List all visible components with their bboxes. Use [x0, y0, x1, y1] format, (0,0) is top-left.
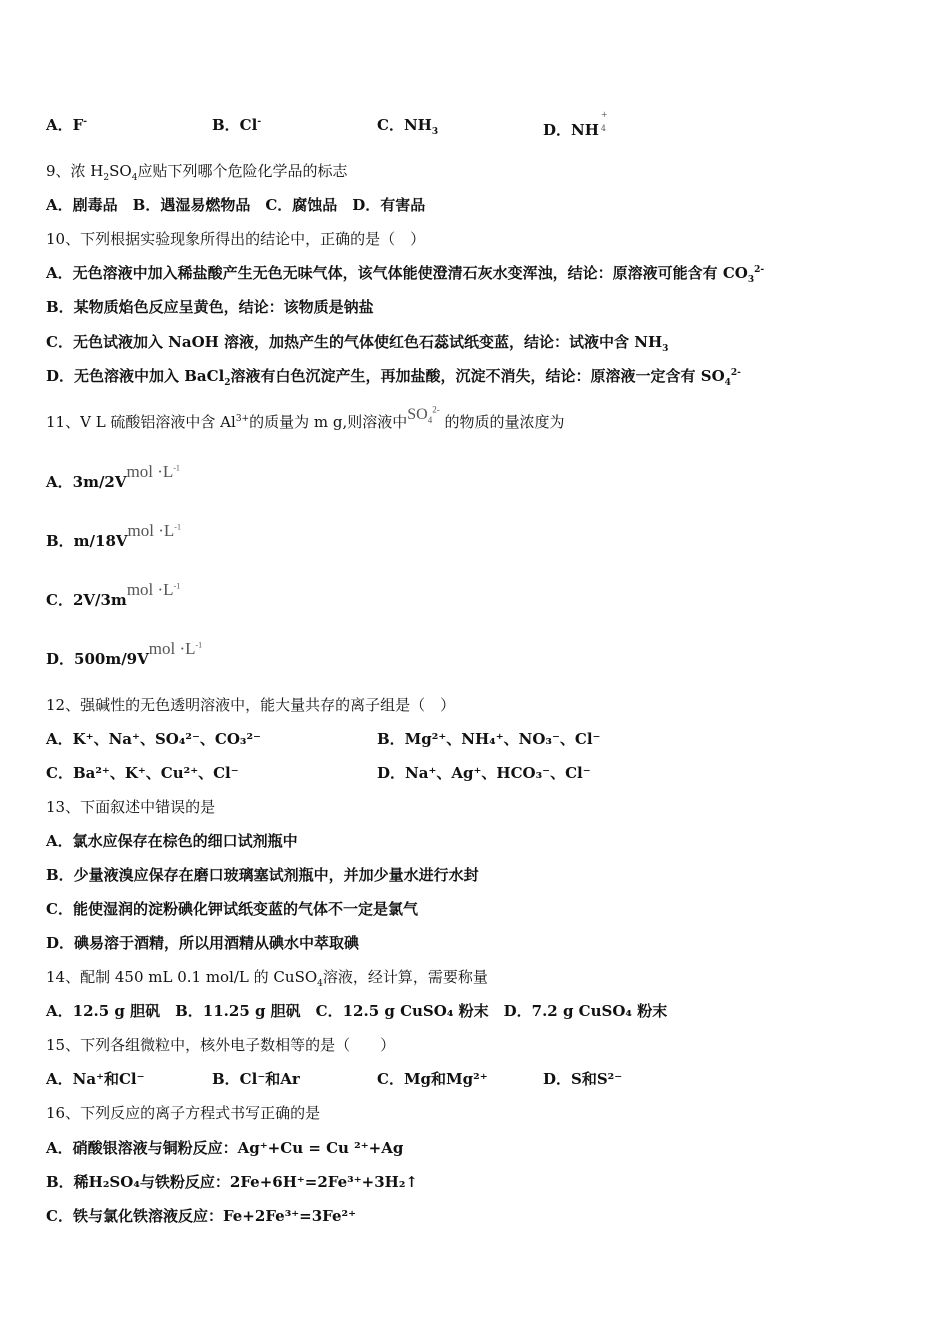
q14-stem: 14、配制 450 mL 0.1 mol/L 的 CuSO$_4$溶液，经计算，需要称量 [46, 968, 488, 989]
q13-option-d: D．碘易溶于酒精，所以用酒精从碘水中萃取碘 [46, 934, 360, 952]
q12-option-d: D．Na⁺、Ag⁺、HCO₃⁻、Cl⁻ [377, 764, 591, 782]
q13-stem: 13、下面叙述中错误的是 [46, 798, 216, 816]
unit-label: mol $\cdot L^{-1}$ [126, 462, 180, 481]
q10-stem: 10、下列根据实验现象所得出的结论中，正确的是（ ） [46, 230, 426, 248]
q16-stem: 16、下列反应的离子方程式书写正确的是 [46, 1104, 321, 1122]
q11-stem: 11、V L 硫酸铝溶液中含 $Al^{3+}$的质量为 m g,则溶液中$SO_4^{2-}$ 的物质的量浓度为 [46, 404, 565, 431]
q10-option-b: B．某物质焰色反应呈黄色，结论：该物质是钠盐 [46, 298, 374, 316]
q8-option-d: D．NH + 4 [543, 110, 608, 139]
q12-option-b: B．Mg²⁺、NH₄⁺、NO₃⁻、Cl⁻ [377, 730, 601, 748]
q9-stem: 9、浓 $H_2SO_4$应贴下列哪个危险化学品的标志 [46, 162, 348, 183]
q11-option-a: A．3m/2Vmol $\cdot L^{-1}$ [46, 462, 180, 491]
q16-option-c: C．铁与氯化铁溶液反应：Fe+2Fe³⁺=3Fe²⁺ [46, 1207, 357, 1225]
q8-option-a: A．F- [46, 116, 88, 134]
unit-label: mol $\cdot L^{-1}$ [148, 639, 203, 658]
q16-option-b: B．稀H₂SO₄与铁粉反应：2Fe+6H⁺=2Fe³⁺+3H₂↑ [46, 1173, 418, 1191]
q10-option-d: D．无色溶液中加入 BaCl$_2$溶液有白色沉淀产生，再加盐酸，沉淀不消失，结论：原溶液一定含有 $SO_4^{2-}$ [46, 367, 741, 388]
sulfate-formula: $SO_4^{2-}$ [407, 404, 440, 426]
q8-option-b: B．Cl- [212, 116, 262, 134]
q16-option-a: A．硝酸银溶液与铜粉反应：Ag⁺+Cu = Cu ²⁺+Ag [46, 1139, 404, 1157]
unit-label: mol $\cdot L^{-1}$ [126, 580, 181, 599]
q14-options: A．12.5 g 胆矾 B．11.25 g 胆矾 C．12.5 g CuSO₄ 粉末 D．7.2 g CuSO₄ 粉末 [46, 1002, 668, 1020]
q13-option-c: C．能使湿润的淀粉碘化钾试纸变蓝的气体不一定是氯气 [46, 900, 418, 918]
q13-option-a: A．氯水应保存在棕色的细口试剂瓶中 [46, 832, 298, 850]
q11-option-b: B．m/18Vmol $\cdot L^{-1}$ [46, 521, 181, 550]
q12-option-a: A．K⁺、Na⁺、SO₄²⁻、CO₃²⁻ [46, 730, 261, 748]
q15-stem: 15、下列各组微粒中，核外电子数相等的是（ ） [46, 1036, 396, 1054]
q15-option-c: C．Mg和Mg²⁺ [377, 1070, 488, 1088]
q11-option-d: D．500m/9Vmol $\cdot L^{-1}$ [46, 639, 203, 668]
q15-option-d: D．S和S²⁻ [543, 1070, 623, 1088]
q10-option-c: C．无色试液加入 NaOH 溶液，加热产生的气体使红色石蕊试纸变蓝，结论：试液中含 $NH_3$ [46, 333, 669, 354]
q12-stem: 12、强碱性的无色透明溶液中，能大量共存的离子组是（ ） [46, 696, 456, 714]
q11-option-c: C．2V/3mmol $\cdot L^{-1}$ [46, 580, 181, 609]
q10-option-a: A．无色溶液中加入稀盐酸产生无色无味气体，该气体能使澄清石灰水变浑浊，结论：原溶液可能含有 $CO_3^{2-}$ [46, 264, 765, 285]
q9-options: A．剧毒品 B．遇湿易燃物品 C．腐蚀品 D．有害品 [46, 196, 426, 214]
q8-option-c: C．$NH_3$ [377, 116, 439, 137]
q13-option-b: B．少量液溴应保存在磨口玻璃塞试剂瓶中，并加少量水进行水封 [46, 866, 479, 884]
q12-option-c: C．Ba²⁺、K⁺、Cu²⁺、Cl⁻ [46, 764, 239, 782]
q15-option-b: B．Cl⁻和Ar [212, 1070, 300, 1088]
q15-option-a: A．Na⁺和Cl⁻ [46, 1070, 145, 1088]
unit-label: mol $\cdot L^{-1}$ [127, 521, 181, 540]
